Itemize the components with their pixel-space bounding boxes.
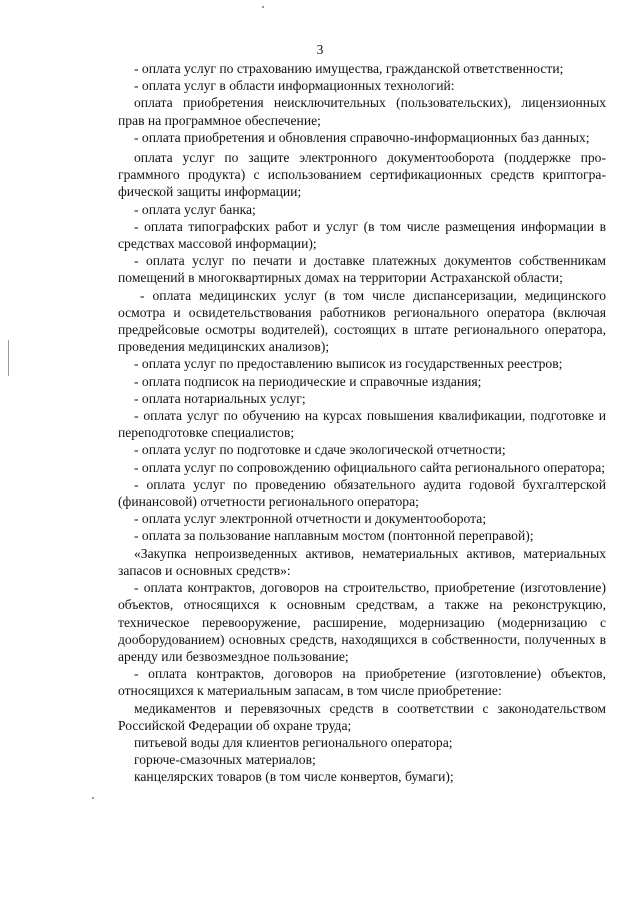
paragraph: - оплата за пользование наплавным мостом (понтонной переправой); [134,528,534,544]
paragraph: канцелярских товаров (в том числе конвертов, бумаги); [134,769,454,785]
paragraph: оплата услуг по защите электронного документооборота (поддержке программного продукта) с использованием сертификационных средств криптографической защиты информации; [118,150,606,200]
paragraph: - оплата услуг электронной отчетности и документооборота; [134,511,487,527]
paragraph: - оплата услуг по предоставлению выписок из государственных реестров; [134,356,563,372]
paragraph: «Закупка непроизведенных активов, нематериальных активов, материальных запасов и основных средств»: [118,545,606,578]
page-number: 3 [316,42,324,57]
scan-artifact [8,340,9,376]
paragraph: оплата приобретения неисключительных (пользовательских), лицензионных прав на программное обеспечение; [118,95,606,128]
paragraph: медикаментов и перевязочных средств в соответствии с законодательством Российской Федерации об охране труда; [118,700,606,733]
paragraph: - оплата контрактов, договоров на строительство, приобретение (изготовление) объектов, относящихся к основным средствам, а также на реконструкцию, техническое перевооружение, расширение, модернизацию (модернизацию с дооборудованием) основных средств, находящихся в собственности, полученных в аренду или безвозмездное пользование; [118,580,606,664]
paragraph: - оплата типографских работ и услуг (в том числе размещения информации в средствах массовой информации); [118,218,606,252]
paragraph: - оплата услуг банка; [134,201,256,217]
paragraph: горюче-смазочных материалов; [134,752,316,768]
paragraph: - оплата услуг по обучению на курсах повышения квалификации, подготовке и переподготовке специалистов; [118,408,606,441]
paragraph: - оплата услуг по страхованию имущества, гражданской ответственности; [134,61,564,76]
paragraph: питьевой воды для клиентов регионального оператора; [134,734,453,750]
paragraph: - оплата услуг по подготовке и сдаче экологической отчетности; [134,442,506,458]
paragraph: - оплата услуг по проведению обязательного аудита годовой бухгалтерской (финансовой) отчетности регионального оператора; [118,476,606,510]
paragraph: - оплата подписок на периодические и справочные издания; [134,373,482,389]
paragraph: - оплата приобретения и обновления справочно-информационных баз данных; [134,129,590,145]
paragraph: - оплата медицинских услуг (в том числе диспансеризации, медицинского осмотра и освидетельствования работников регионального оператора (включая предрейсовые осмотры водителей), состоящих в штате регионального оператора, проведения медицинских анализов); [118,287,606,355]
paragraph: - оплата услуг по печати и доставке платежных документов собственникам помещений в многоквартирных домах на территории Астраханской области; [118,253,606,286]
scan-artifact [262,6,264,8]
paragraph: - оплата услуг по сопровождению официального сайта регионального оператора; [134,459,606,475]
document-body [118,60,606,786]
scan-artifact [92,797,94,799]
paragraph: - оплата контрактов, договоров на приобретение (изготовление) объектов, относящихся к материальным запасам, в том числе приобретение: [118,666,606,699]
paragraph: - оплата нотариальных услуг; [134,390,306,406]
paragraph: - оплата услуг в области информационных технологий: [134,78,455,94]
